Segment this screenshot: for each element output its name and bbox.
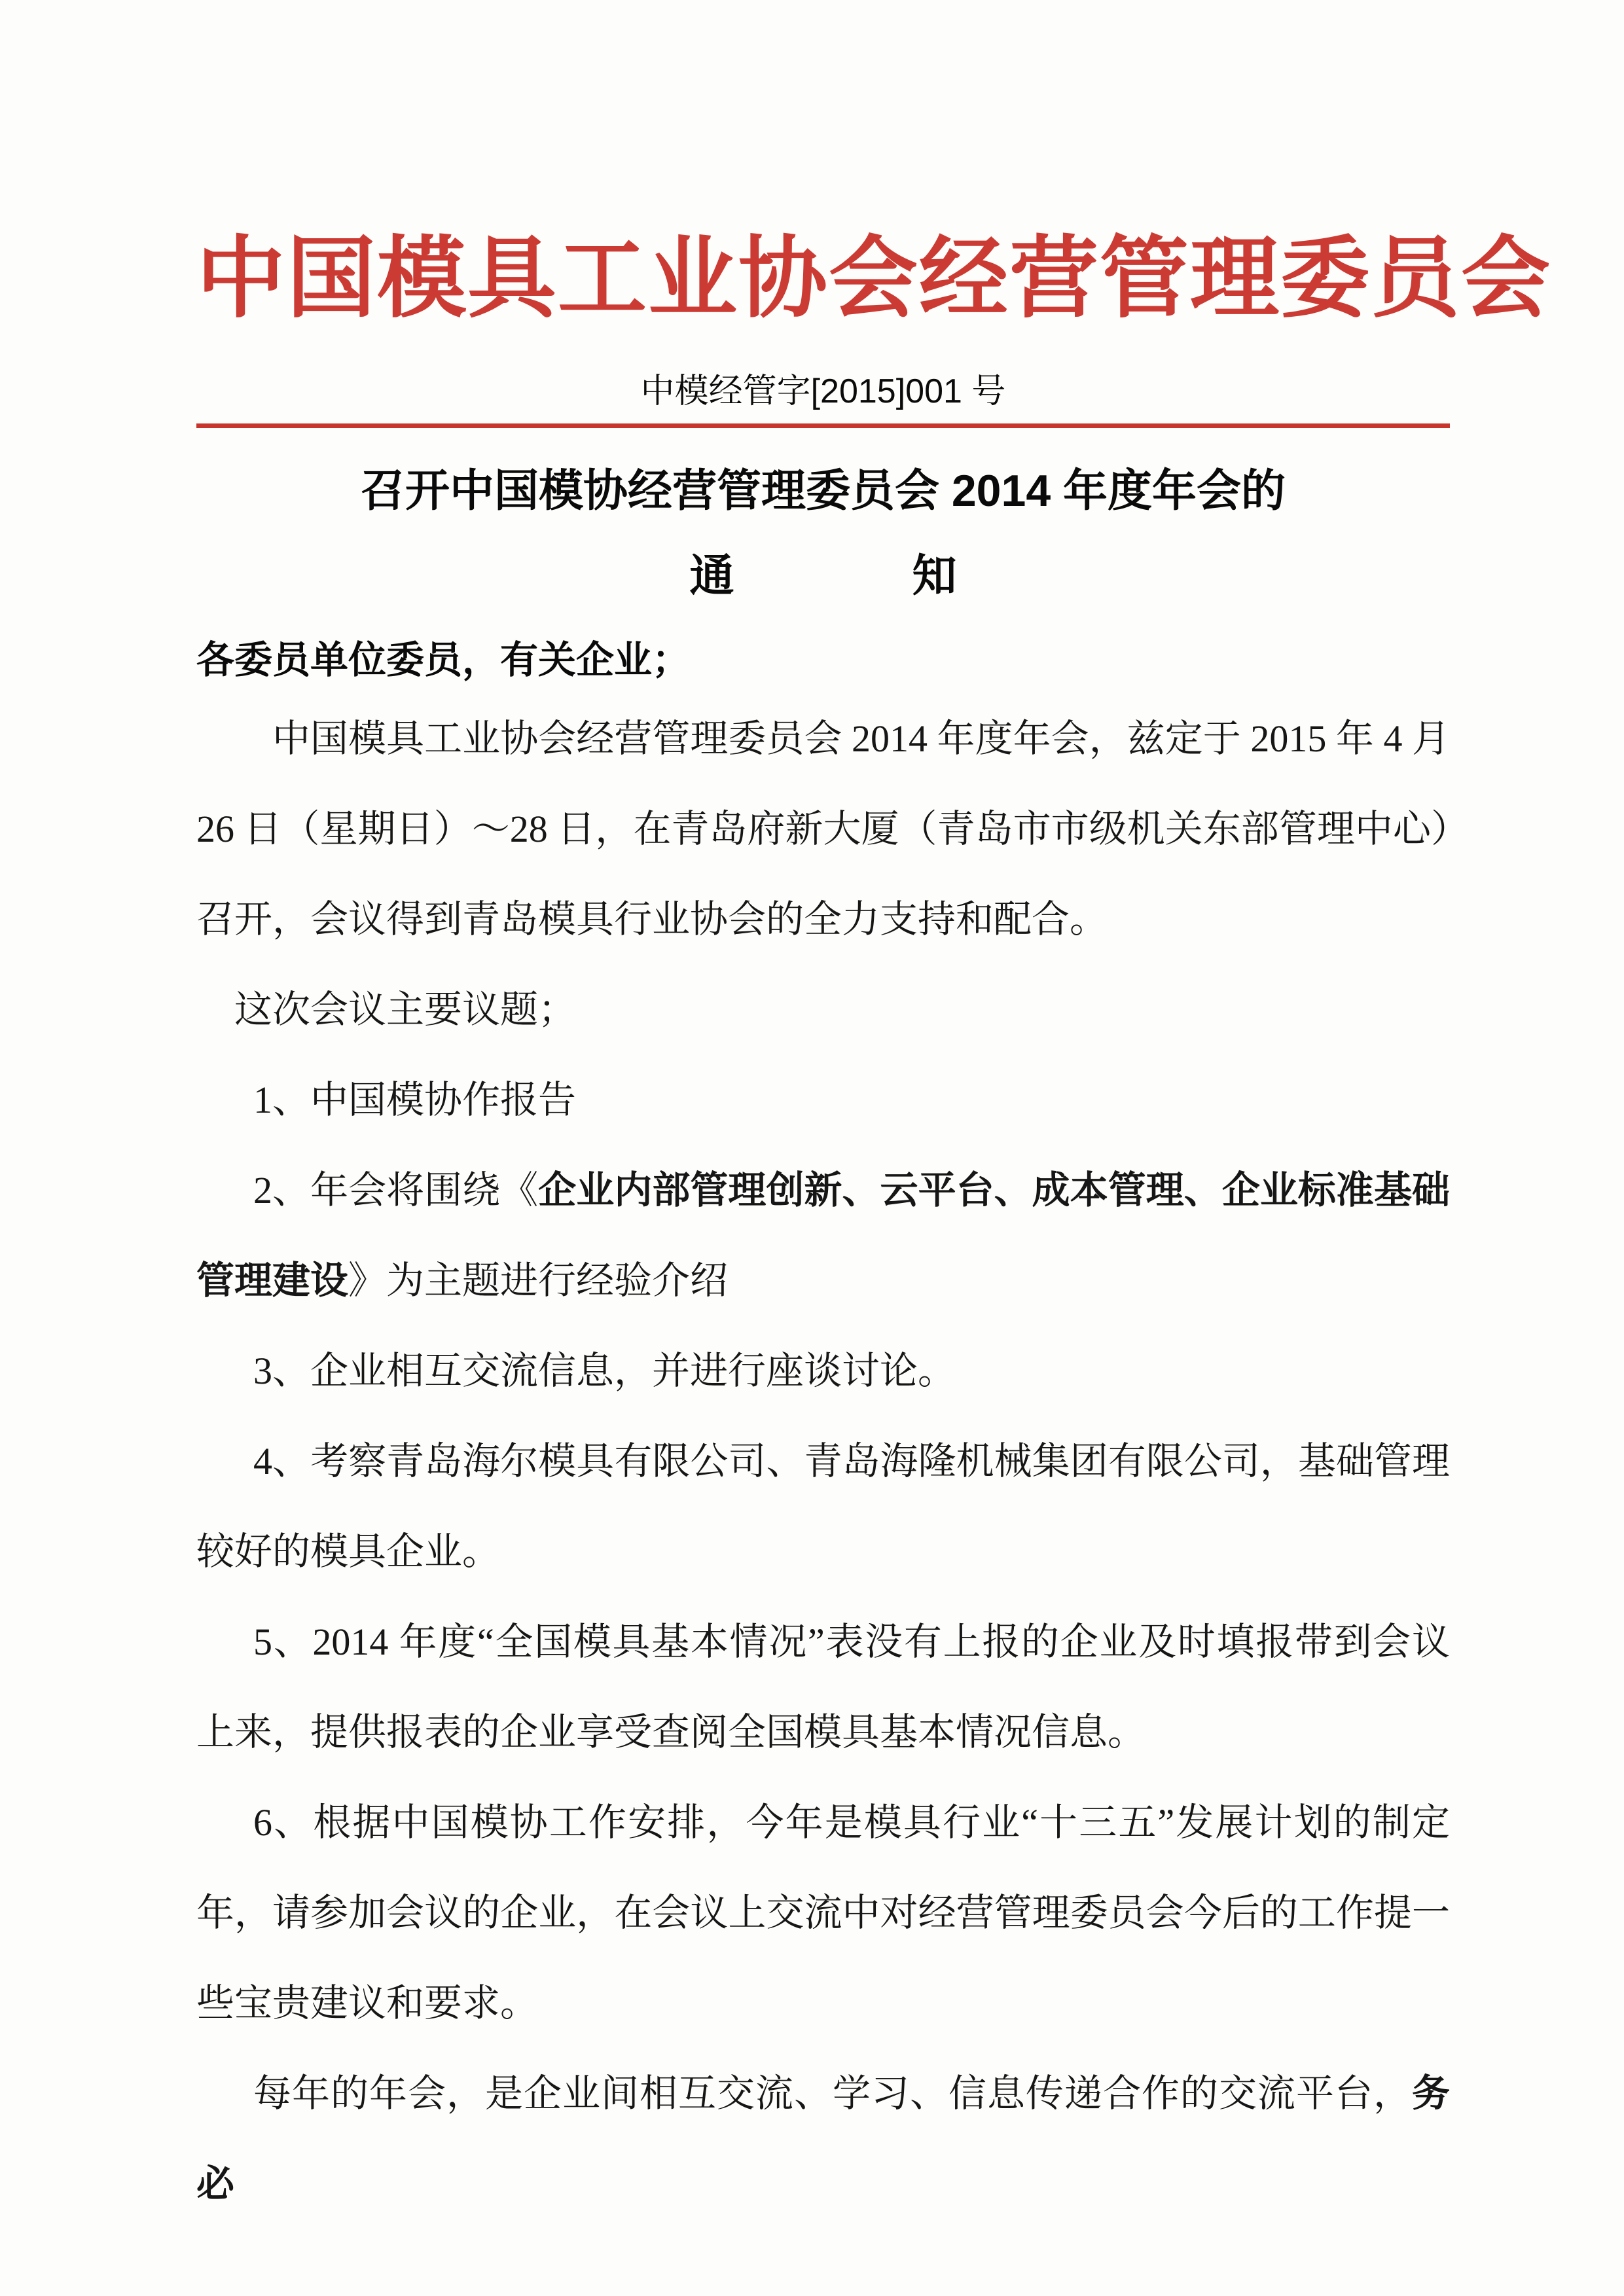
- text-run: 6、根据中国模协工作安排，今年是模具行业“十三五”发展计划的制定年，请参加会议的企业，在会议上交流中对经营管理委员会今后的工作提一些宝贵建议和要求。: [196, 1801, 1450, 2024]
- paragraph: [196, 1597, 1450, 1778]
- emphasis-text: 务必: [196, 2072, 1450, 2205]
- text-run: 5、2014 年度“全国模具基本情况”表没有上报的企业及时填报带到会议上来，提供报表的企业享受查阅全国模具基本情况信息。: [196, 1620, 1450, 1753]
- letterhead-divider-line: [196, 423, 1450, 428]
- paragraph: [196, 1326, 1450, 1416]
- paragraph: [196, 1055, 1450, 1145]
- text-run: 这次会议主要议题；: [234, 988, 577, 1031]
- notice-title-line2: 通 知: [689, 550, 957, 601]
- letterhead-title: 中国模具工业协会经营管理委员会: [196, 230, 1551, 329]
- text-run: 》为主题进行经验介绍: [348, 1259, 729, 1302]
- paragraph: [196, 1778, 1450, 2049]
- document-number: 中模经管字[2015]001 号: [640, 372, 1006, 410]
- body: [196, 694, 1450, 2229]
- emphasis-text: 企业内部管理创新、云平台、成本管理、企业标准基础管理建设: [196, 1168, 1450, 1302]
- paragraph: [196, 1416, 1450, 1597]
- paragraph: [196, 965, 1450, 1055]
- paragraph: [196, 1145, 1450, 1326]
- text-run: 3、企业相互交流信息，并进行座谈讨论。: [253, 1349, 956, 1392]
- paragraph: [196, 694, 1450, 965]
- notice-title-line1: 召开中国模协经营管理委员会 2014 年度年会的: [360, 465, 1286, 516]
- text-run: 4、考察青岛海尔模具有限公司、青岛海隆机械集团有限公司，基础管理较好的模具企业。: [196, 1439, 1450, 1573]
- text-run: 中国模具工业协会经营管理委员会 2014 年度年会，兹定于 2015 年 4 月 26 日（星期日）～28 日，在青岛府新大厦（青岛市市级机关东部管理中心）召开，会议得到青岛模具行业协会的全力支持和配合。: [196, 717, 1450, 941]
- text-run: 2、年会将围绕《: [253, 1168, 539, 1211]
- text-run: 每年的年会，是企业间相互交流、学习、信息传递合作的交流平台，: [253, 2072, 1412, 2115]
- paragraph: [196, 2049, 1450, 2229]
- text-run: 1、中国模协作报告: [253, 1078, 577, 1121]
- salutation: 各委员单位委员，有关企业；: [196, 639, 691, 682]
